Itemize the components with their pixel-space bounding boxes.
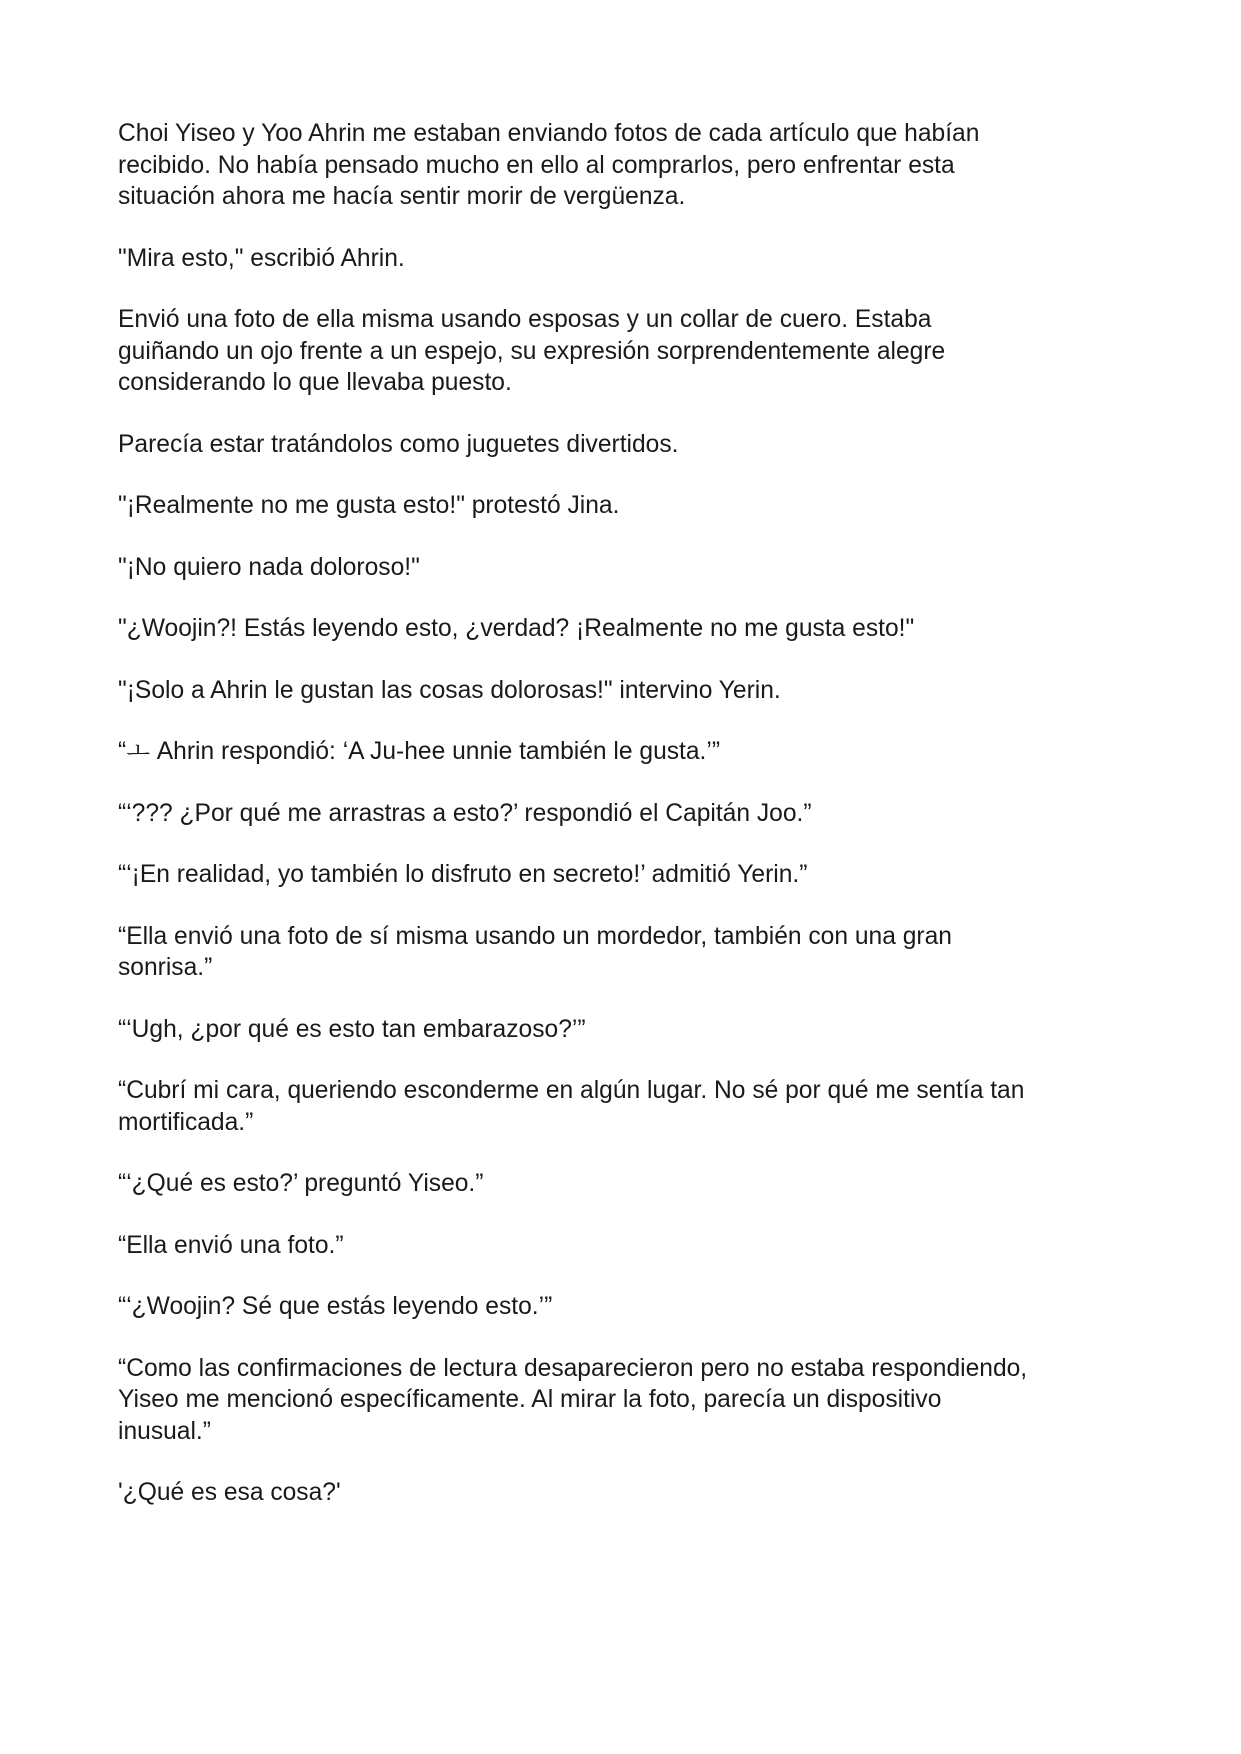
paragraph-14: “Cubrí mi cara, queriendo esconderme en algún lugar. No sé por qué me sentía tan mortificada.”: [118, 1077, 1025, 1136]
paragraph-5: "¡Realmente no me gusta esto!" protestó Jina.: [118, 492, 620, 519]
paragraph-3: Envió una foto de ella misma usando esposas y un collar de cuero. Estaba guiñando un ojo frente a un espejo, su expresión sorprendentemente alegre considerando lo que llevaba puesto.: [118, 306, 946, 396]
paragraph-11: “‘¡En realidad, yo también lo disfruto en secreto!’ admitió Yerin.”: [118, 861, 808, 888]
paragraph-19: '¿Qué es esa cosa?': [118, 1479, 341, 1506]
paragraph-17: “‘¿Woojin? Sé que estás leyendo esto.’”: [118, 1293, 553, 1320]
paragraph-4: Parecía estar tratándolos como juguetes divertidos.: [118, 430, 679, 458]
paragraph-10: “‘??? ¿Por qué me arrastras a esto?’ respondió el Capitán Joo.”: [118, 799, 812, 827]
paragraph-13: “‘Ugh, ¿por qué es esto tan embarazoso?’”: [118, 1015, 586, 1043]
paragraph-15: “‘¿Qué es esto?’ preguntó Yiseo.”: [118, 1170, 484, 1197]
paragraph-2: "Mira esto," escribió Ahrin.: [118, 244, 405, 272]
paragraph-6: "¡No quiero nada doloroso!": [118, 553, 420, 581]
paragraph-7: "¿Woojin?! Estás leyendo esto, ¿verdad? ¡Realmente no me gusta esto!": [118, 615, 915, 642]
paragraph-12: “Ella envió una foto de sí misma usando un mordedor, también con una gran sonrisa.”: [118, 922, 952, 981]
paragraph-9: “ㅗ Ahrin respondió: ‘A Ju-hee unnie también le gusta.’”: [118, 738, 721, 765]
paragraph-18: “Como las confirmaciones de lectura desaparecieron pero no estaba respondiendo, Yiseo me mencionó específicamente. Al mirar la foto, parecía un dispositivo inusual.”: [118, 1354, 1028, 1445]
paragraph-1: Choi Yiseo y Yoo Ahrin me estaban enviando fotos de cada artículo que habían recibido. No había pensado mucho en ello al comprarlos, pero enfrentar esta situación ahora me hacía sentir morir de vergüenza.: [118, 120, 980, 210]
paragraph-16: “Ella envió una foto.”: [118, 1231, 344, 1259]
paragraph-8: "¡Solo a Ahrin le gustan las cosas dolorosas!" intervino Yerin.: [118, 676, 781, 704]
